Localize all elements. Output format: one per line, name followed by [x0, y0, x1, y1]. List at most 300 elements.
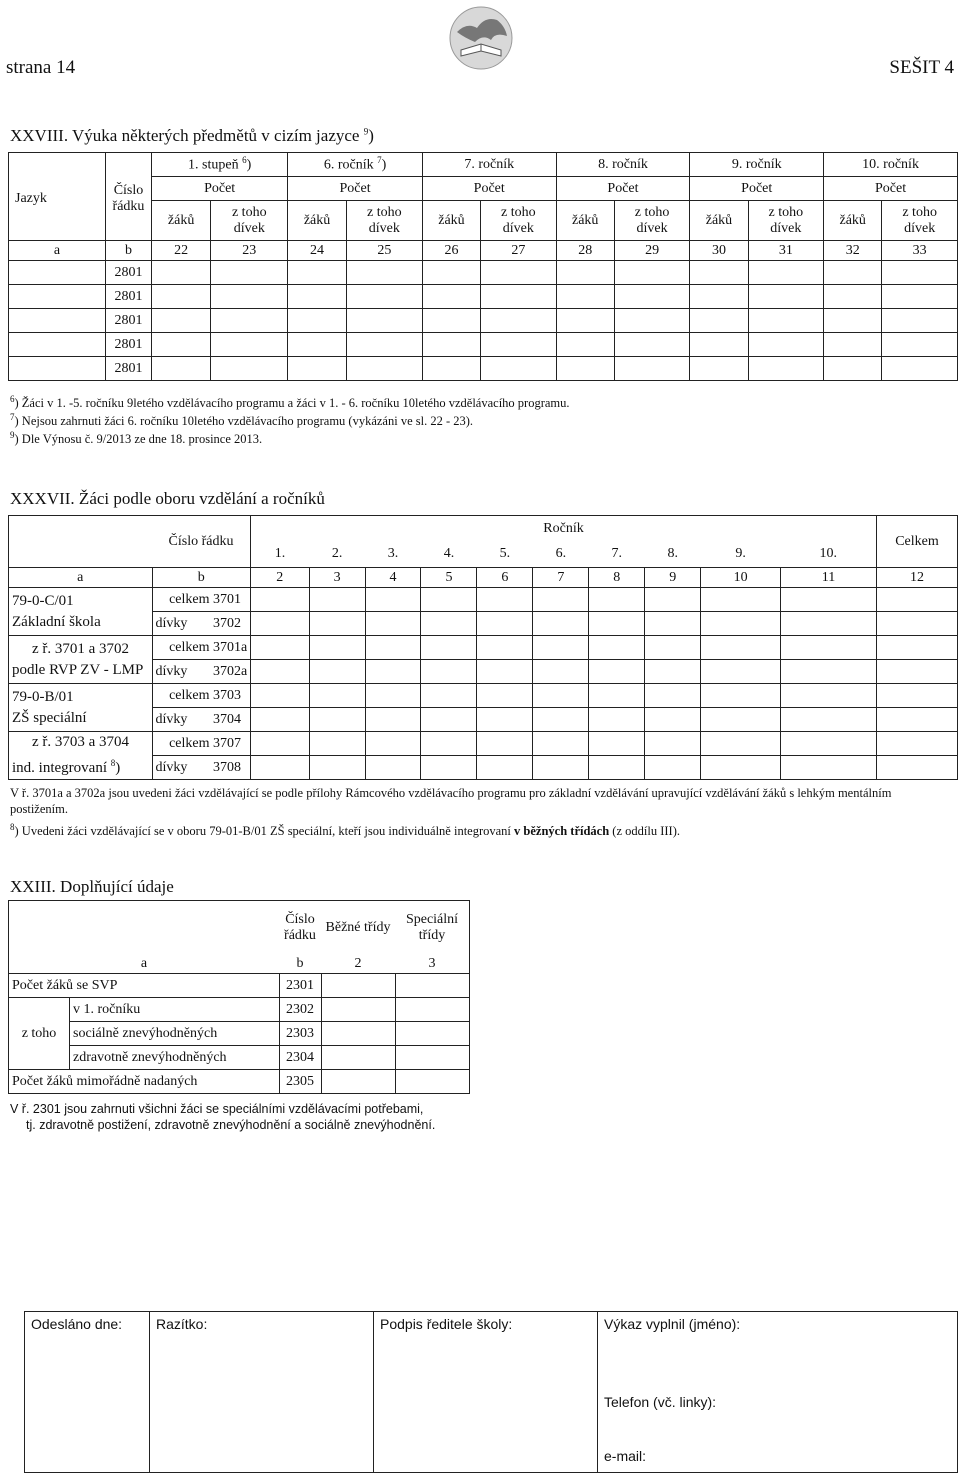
input-cell[interactable] [477, 660, 533, 684]
input-cell[interactable] [781, 636, 877, 660]
input-cell[interactable] [645, 588, 701, 612]
input-cell[interactable] [556, 285, 614, 309]
pocet-header: Počet [288, 177, 423, 201]
col-number: 2 [321, 956, 395, 974]
input-cell[interactable] [589, 588, 645, 612]
input-cell[interactable] [882, 261, 958, 285]
input-cell[interactable] [589, 636, 645, 660]
input-cell[interactable] [9, 333, 106, 357]
input-cell[interactable] [251, 636, 310, 660]
stamp-field[interactable]: Razítko: [150, 1312, 374, 1473]
input-cell[interactable] [824, 285, 882, 309]
input-cell[interactable] [321, 974, 395, 998]
col-number: 32 [824, 241, 882, 261]
col-letter: b [152, 568, 251, 588]
input-cell[interactable] [152, 333, 211, 357]
input-cell[interactable] [309, 756, 365, 780]
input-cell[interactable] [614, 309, 690, 333]
input-cell[interactable] [421, 636, 477, 660]
input-cell[interactable] [477, 708, 533, 732]
email-field[interactable]: e-mail: [604, 1448, 647, 1464]
pocet-header: Počet [556, 177, 690, 201]
input-cell[interactable] [701, 684, 781, 708]
input-cell[interactable] [211, 333, 288, 357]
input-cell[interactable] [748, 285, 824, 309]
input-cell[interactable] [321, 998, 395, 1022]
input-cell[interactable] [365, 732, 421, 756]
input-cell[interactable] [690, 357, 748, 381]
input-cell[interactable] [477, 756, 533, 780]
col-number: 28 [556, 241, 614, 261]
zaku-header: žáků [824, 201, 882, 241]
input-cell[interactable] [288, 261, 347, 285]
col-number: 9 [645, 568, 701, 588]
zaku-header: žáků [556, 201, 614, 241]
z-toho-label: z toho [9, 998, 70, 1070]
col-number: 2 [251, 568, 310, 588]
col-cislo-header: Číslo řádku [106, 153, 152, 241]
section-23-title: XXIII. Doplňující údaje [10, 877, 174, 896]
input-cell[interactable] [309, 708, 365, 732]
input-cell[interactable] [152, 261, 211, 285]
celkem-header: Celkem [877, 516, 958, 568]
globe-book-logo-icon [447, 4, 515, 72]
col-number: 8 [589, 568, 645, 588]
input-cell[interactable] [309, 660, 365, 684]
input-cell[interactable] [288, 357, 347, 381]
col-jazyk-header: Jazyk [9, 153, 106, 241]
grade-label: 4. [443, 546, 455, 562]
input-cell[interactable] [877, 684, 958, 708]
input-cell[interactable] [645, 660, 701, 684]
pocet-header: Počet [152, 177, 288, 201]
input-cell[interactable] [421, 612, 477, 636]
booklet-label: SEŠIT 4 [889, 57, 954, 78]
signature-table [24, 1311, 958, 1473]
input-cell[interactable] [882, 285, 958, 309]
input-cell[interactable] [365, 708, 421, 732]
zaku-header: žáků [288, 201, 347, 241]
input-cell[interactable] [877, 708, 958, 732]
col-number: 7 [533, 568, 589, 588]
input-cell[interactable] [589, 756, 645, 780]
input-cell[interactable] [701, 612, 781, 636]
col-letter: a [9, 568, 153, 588]
input-cell[interactable] [533, 636, 589, 660]
row-code: 2801 [106, 333, 152, 357]
group-name: z ř. 3701 a 3702 podle RVP ZV - LMP [9, 636, 153, 684]
input-cell[interactable] [346, 357, 422, 381]
input-cell[interactable] [781, 660, 877, 684]
col-letter: a [9, 956, 280, 974]
input-cell[interactable] [877, 636, 958, 660]
input-cell[interactable] [422, 261, 480, 285]
grade-header: 7. ročník [422, 153, 556, 177]
input-cell[interactable] [365, 756, 421, 780]
input-cell[interactable] [395, 998, 470, 1022]
input-cell[interactable] [211, 285, 288, 309]
row-code: 2801 [106, 357, 152, 381]
input-cell[interactable] [309, 612, 365, 636]
input-cell[interactable] [781, 756, 877, 780]
col-number: 29 [614, 241, 690, 261]
input-cell[interactable] [288, 333, 347, 357]
input-cell[interactable] [824, 309, 882, 333]
input-cell[interactable] [645, 756, 701, 780]
input-cell[interactable] [701, 732, 781, 756]
input-cell[interactable] [824, 333, 882, 357]
row-code: 2305 [279, 1070, 321, 1094]
row-code: 2801 [106, 309, 152, 333]
input-cell[interactable] [395, 974, 470, 998]
footnote-7: $^7$) Nejsou zahrnuti žáci 6. ročníku 10letého vzdělávacího programu (vykázáni ve sl. 22 - 23). [10, 412, 474, 429]
row-kind-code: celkem 3701 [152, 588, 251, 612]
input-cell[interactable] [9, 285, 106, 309]
grade-header: 9. ročník [690, 153, 824, 177]
input-cell[interactable] [365, 660, 421, 684]
input-cell[interactable] [346, 261, 422, 285]
input-cell[interactable] [877, 756, 958, 780]
row-kind-code: celkem 3703 [152, 684, 251, 708]
pocet-header: Počet [422, 177, 556, 201]
input-cell[interactable] [395, 1022, 470, 1046]
col-letter: b [106, 241, 152, 261]
sent-date-field[interactable]: Odesláno dne: [25, 1312, 150, 1473]
input-cell[interactable] [533, 612, 589, 636]
input-cell[interactable] [481, 261, 557, 285]
input-cell[interactable] [877, 732, 958, 756]
director-signature-field[interactable]: Podpis ředitele školy: [374, 1312, 598, 1473]
input-cell[interactable] [690, 309, 748, 333]
table-row [9, 636, 958, 660]
row-kind-code: celkem 3707 [152, 732, 251, 756]
table-row [9, 588, 958, 612]
input-cell[interactable] [781, 708, 877, 732]
input-cell[interactable] [589, 732, 645, 756]
input-cell[interactable] [421, 708, 477, 732]
col-number: 5 [421, 568, 477, 588]
input-cell[interactable] [645, 732, 701, 756]
input-cell[interactable] [556, 333, 614, 357]
input-cell[interactable] [477, 636, 533, 660]
row-code: 2302 [279, 998, 321, 1022]
zaku-header: žáků [422, 201, 480, 241]
column-numbers-row [9, 956, 470, 974]
input-cell[interactable] [824, 261, 882, 285]
row-kind-code: dívky 3708 [152, 756, 251, 780]
grade-label: 9. [735, 546, 746, 562]
row-code: 2801 [106, 261, 152, 285]
row-code: 2801 [106, 285, 152, 309]
input-cell[interactable] [421, 660, 477, 684]
input-cell[interactable] [309, 588, 365, 612]
input-cell[interactable] [309, 636, 365, 660]
input-cell[interactable] [748, 261, 824, 285]
phone-field[interactable]: Telefon (vč. linky): [604, 1394, 717, 1410]
input-cell[interactable] [781, 588, 877, 612]
note-2301-line1: V ř. 2301 jsou zahrnuti všichni žáci se speciálními vzdělávacími potřebami, [10, 1102, 424, 1116]
column-numbers-row [9, 241, 958, 261]
row-code: 2303 [279, 1022, 321, 1046]
filled-by-field[interactable]: Výkaz vyplnil (jméno): [604, 1316, 741, 1332]
divek-header: z toho dívek [211, 201, 288, 241]
row-label: sociálně znevýhodněných [70, 1022, 280, 1046]
input-cell[interactable] [477, 588, 533, 612]
divek-header: z toho dívek [614, 201, 690, 241]
input-cell[interactable] [9, 261, 106, 285]
input-cell[interactable] [395, 1046, 470, 1070]
input-cell[interactable] [251, 684, 310, 708]
col-letter: a [9, 241, 106, 261]
input-cell[interactable] [748, 357, 824, 381]
input-cell[interactable] [346, 309, 422, 333]
table-row [9, 261, 958, 285]
grade-label: 1. [274, 546, 286, 562]
grade-label: 7. [611, 546, 622, 562]
note-2301-line2: tj. zdravotně postižení, zdravotně znevýhodnění a sociálně znevýhodnění. [26, 1118, 436, 1132]
col-number: 22 [152, 241, 211, 261]
input-cell[interactable] [346, 333, 422, 357]
divek-header: z toho dívek [748, 201, 824, 241]
table-row [9, 974, 470, 998]
pocet-header: Počet [690, 177, 824, 201]
col-number: 10 [701, 568, 781, 588]
grade-header: 8. ročník [556, 153, 690, 177]
page-number: strana 14 [6, 57, 76, 78]
grade-header: 10. ročník [824, 153, 958, 177]
input-cell[interactable] [365, 612, 421, 636]
input-cell[interactable] [9, 309, 106, 333]
col-number: 11 [781, 568, 877, 588]
input-cell[interactable] [422, 309, 480, 333]
input-cell[interactable] [556, 309, 614, 333]
col-number: 27 [481, 241, 557, 261]
table-row [9, 732, 958, 756]
input-cell[interactable] [481, 309, 557, 333]
input-cell[interactable] [251, 588, 310, 612]
col-number: 25 [346, 241, 422, 261]
input-cell[interactable] [533, 708, 589, 732]
col-number: 23 [211, 241, 288, 261]
input-cell[interactable] [251, 756, 310, 780]
table-row [9, 285, 958, 309]
table-row [9, 684, 958, 708]
input-cell[interactable] [877, 588, 958, 612]
input-cell[interactable] [422, 357, 480, 381]
input-cell[interactable] [556, 261, 614, 285]
divek-header: z toho dívek [346, 201, 422, 241]
input-cell[interactable] [365, 636, 421, 660]
input-cell[interactable] [614, 333, 690, 357]
col-letter: b [279, 956, 321, 974]
input-cell[interactable] [346, 285, 422, 309]
input-cell[interactable] [395, 1070, 470, 1094]
col-number: 3 [395, 956, 470, 974]
input-cell[interactable] [481, 333, 557, 357]
input-cell[interactable] [365, 684, 421, 708]
input-cell[interactable] [251, 612, 310, 636]
input-cell[interactable] [701, 660, 781, 684]
input-cell[interactable] [781, 732, 877, 756]
footnote-8: $^8$) Uvedeni žáci vzdělávající se v oboru 79-01-B/01 ZŠ speciální, kteří jsou individuálně integrovaní v běžných třídách (z oddílu III). [10, 822, 680, 839]
input-cell[interactable] [645, 636, 701, 660]
col-number: 31 [748, 241, 824, 261]
divek-header: z toho dívek [481, 201, 557, 241]
rocnik-header: Ročník [251, 516, 877, 542]
grade-label: 5. [499, 546, 511, 562]
table-row [9, 998, 470, 1022]
input-cell[interactable] [211, 357, 288, 381]
col-number: 6 [477, 568, 533, 588]
row-code: 2304 [279, 1046, 321, 1070]
input-cell[interactable] [152, 309, 211, 333]
input-cell[interactable] [877, 660, 958, 684]
input-cell[interactable] [645, 612, 701, 636]
note-3701a: V ř. 3701a a 3702a jsou uvedeni žáci vzdělávající se podle přílohy Rámcového vzdělávacího programu pro základní vzdělávání upravující vzdělávání žáků s lehkým mentálním postižením. [10, 786, 892, 816]
filled-by-cell [598, 1312, 958, 1473]
col-cislo-header: Číslo řádku [279, 901, 321, 956]
col-number: 30 [690, 241, 748, 261]
grades-table [8, 515, 958, 780]
input-cell[interactable] [614, 357, 690, 381]
input-cell[interactable] [251, 708, 310, 732]
input-cell[interactable] [877, 612, 958, 636]
blank-cell [9, 516, 153, 568]
grade-label: 2. [331, 546, 343, 562]
row-code: 2301 [279, 974, 321, 998]
table-row [9, 309, 958, 333]
table-row [9, 333, 958, 357]
input-cell[interactable] [690, 333, 748, 357]
input-cell[interactable] [781, 684, 877, 708]
input-cell[interactable] [882, 333, 958, 357]
input-cell[interactable] [614, 285, 690, 309]
input-cell[interactable] [422, 333, 480, 357]
row-kind-code: dívky 3702a [152, 660, 251, 684]
col-number: 12 [877, 568, 958, 588]
input-cell[interactable] [421, 756, 477, 780]
grade-label: 8. [667, 546, 678, 562]
row-label: Počet žáků se SVP [9, 974, 280, 998]
input-cell[interactable] [251, 660, 310, 684]
group-name: 79-0-C/01 Základní škola [9, 588, 153, 636]
input-cell[interactable] [211, 309, 288, 333]
input-cell[interactable] [422, 285, 480, 309]
col-number: 3 [309, 568, 365, 588]
col-number: 4 [365, 568, 421, 588]
input-cell[interactable] [211, 261, 288, 285]
input-cell[interactable] [701, 756, 781, 780]
input-cell[interactable] [614, 261, 690, 285]
input-cell[interactable] [645, 684, 701, 708]
input-cell[interactable] [288, 309, 347, 333]
table-row [9, 1070, 470, 1094]
zaku-header: žáků [690, 201, 748, 241]
input-cell[interactable] [321, 1022, 395, 1046]
col-specialni-header: Speciální třídy [395, 901, 470, 956]
row-kind-code: dívky 3704 [152, 708, 251, 732]
input-cell[interactable] [251, 732, 310, 756]
col-number: 26 [422, 241, 480, 261]
pocet-header: Počet [824, 177, 958, 201]
input-cell[interactable] [321, 1070, 395, 1094]
input-cell[interactable] [481, 357, 557, 381]
input-cell[interactable] [421, 732, 477, 756]
input-cell[interactable] [882, 357, 958, 381]
input-cell[interactable] [533, 732, 589, 756]
input-cell[interactable] [882, 309, 958, 333]
input-cell[interactable] [321, 1046, 395, 1070]
table-row [9, 1022, 470, 1046]
input-cell[interactable] [589, 684, 645, 708]
input-cell[interactable] [152, 357, 211, 381]
input-cell[interactable] [421, 684, 477, 708]
group-name: z ř. 3703 a 3704 ind. integrovaní $^8$) [9, 732, 153, 780]
input-cell[interactable] [589, 660, 645, 684]
col-number: 33 [882, 241, 958, 261]
grade-header: 6. ročník $^7$) [288, 153, 423, 177]
input-cell[interactable] [481, 285, 557, 309]
column-numbers-row [9, 568, 958, 588]
col-number: 24 [288, 241, 347, 261]
input-cell[interactable] [288, 285, 347, 309]
input-cell[interactable] [477, 612, 533, 636]
input-cell[interactable] [781, 612, 877, 636]
input-cell[interactable] [824, 357, 882, 381]
input-cell[interactable] [365, 588, 421, 612]
grade-label: 10. [819, 546, 838, 562]
input-cell[interactable] [152, 285, 211, 309]
input-cell[interactable] [556, 357, 614, 381]
footnote-9: $^9$) Dle Výnosu č. 9/2013 ze dne 18. prosince 2013. [10, 430, 263, 447]
input-cell[interactable] [477, 684, 533, 708]
row-label: v 1. ročníku [70, 998, 280, 1022]
input-cell[interactable] [309, 684, 365, 708]
input-cell[interactable] [589, 612, 645, 636]
row-label: zdravotně znevýhodněných [70, 1046, 280, 1070]
grade-header: 1. stupeň $^6$) [152, 153, 288, 177]
zaku-header: žáků [152, 201, 211, 241]
input-cell[interactable] [533, 588, 589, 612]
grade-label: 6. [555, 546, 567, 562]
input-cell[interactable] [690, 285, 748, 309]
table-row [9, 1046, 470, 1070]
blank-cell [9, 901, 280, 956]
input-cell[interactable] [748, 333, 824, 357]
input-cell[interactable] [533, 756, 589, 780]
input-cell[interactable] [589, 708, 645, 732]
input-cell[interactable] [645, 708, 701, 732]
input-cell[interactable] [701, 588, 781, 612]
grade-label: 3. [387, 546, 399, 562]
input-cell[interactable] [533, 660, 589, 684]
input-cell[interactable] [690, 261, 748, 285]
input-cell[interactable] [701, 708, 781, 732]
input-cell[interactable] [701, 636, 781, 660]
col-bezne-header: Běžné třídy [321, 901, 395, 956]
input-cell[interactable] [9, 357, 106, 381]
section-28-title: XXVIII. Výuka některých předmětů v cizím jazyce $^9$) [10, 126, 374, 145]
input-cell[interactable] [421, 588, 477, 612]
table-row [9, 357, 958, 381]
input-cell[interactable] [533, 684, 589, 708]
footnote-6: $^6$) Žáci v 1. -5. ročníku 9letého vzdělávacího programu a žáci v 1. - 6. ročníku 10letého vzdělávacího programu. [10, 394, 570, 411]
input-cell[interactable] [477, 732, 533, 756]
group-name: 79-0-B/01 ZŠ speciální [9, 684, 153, 732]
input-cell[interactable] [748, 309, 824, 333]
input-cell[interactable] [309, 732, 365, 756]
col-cislo-header: Číslo řádku [152, 516, 251, 568]
